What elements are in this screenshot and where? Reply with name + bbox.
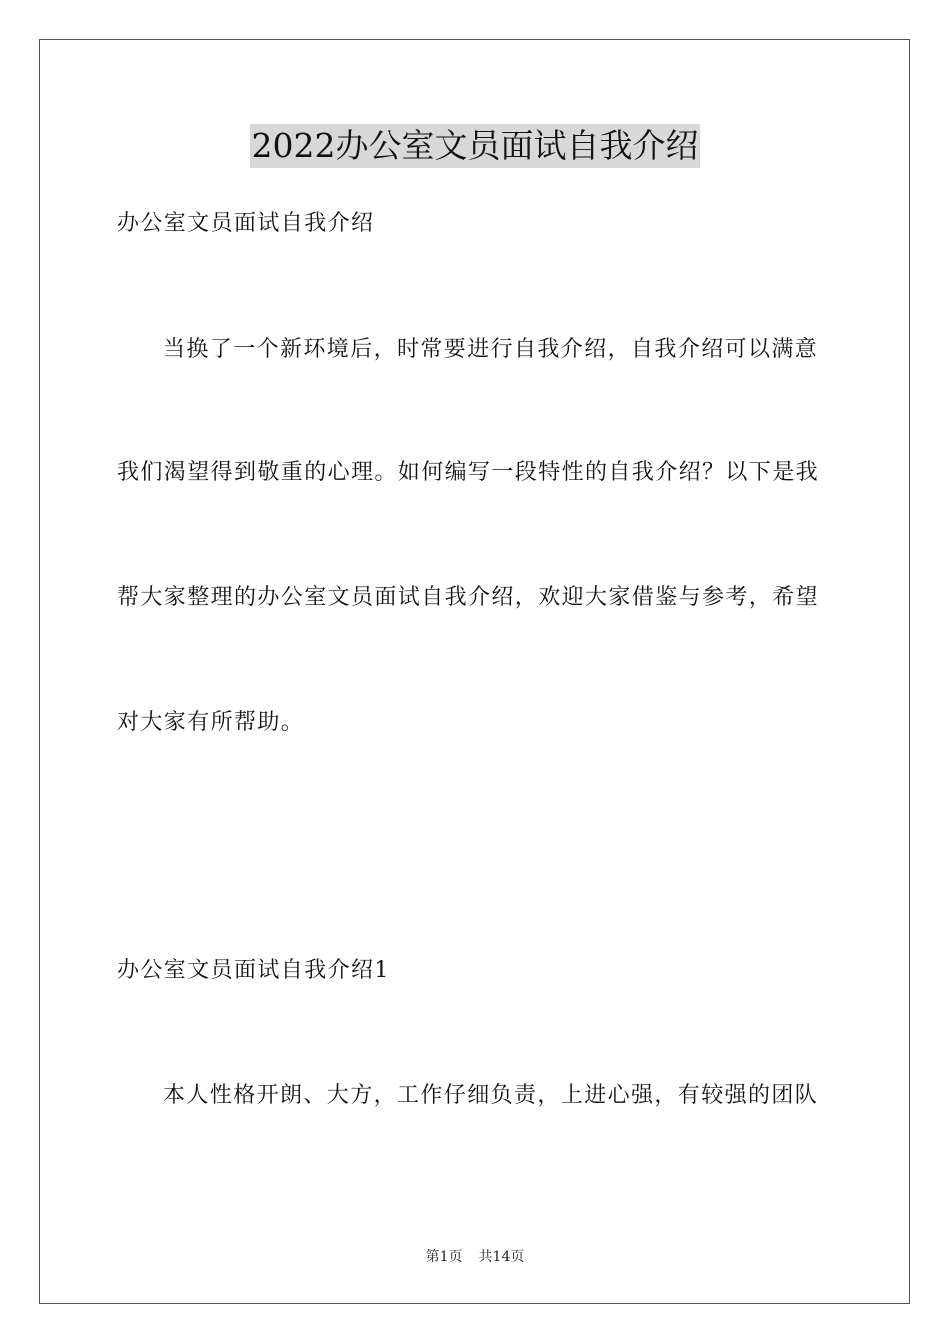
paragraph-line: 对大家有所帮助。 (117, 710, 305, 735)
document-title: 2022办公室文员面试自我介绍 (250, 124, 701, 168)
paragraph-line: 帮大家整理的办公室文员面试自我介绍，欢迎大家借鉴与参考，希望 (117, 585, 820, 610)
page-total: 共14页 (478, 1249, 525, 1265)
title-container (0, 124, 950, 168)
paragraph-line: 本人性格开朗、大方，工作仔细负责，上进心强，有较强的团队 (163, 1083, 819, 1108)
paragraph-line: 我们渴望得到敬重的心理。如何编写一段特性的自我介绍？以下是我 (117, 460, 820, 485)
document-subtitle: 办公室文员面试自我介绍 (117, 211, 375, 236)
section-heading: 办公室文员面试自我介绍1 (117, 958, 390, 983)
page-footer (0, 1247, 950, 1267)
page-number: 第1页 (425, 1249, 463, 1265)
paragraph-line: 当换了一个新环境后，时常要进行自我介绍，自我介绍可以满意 (163, 337, 819, 362)
